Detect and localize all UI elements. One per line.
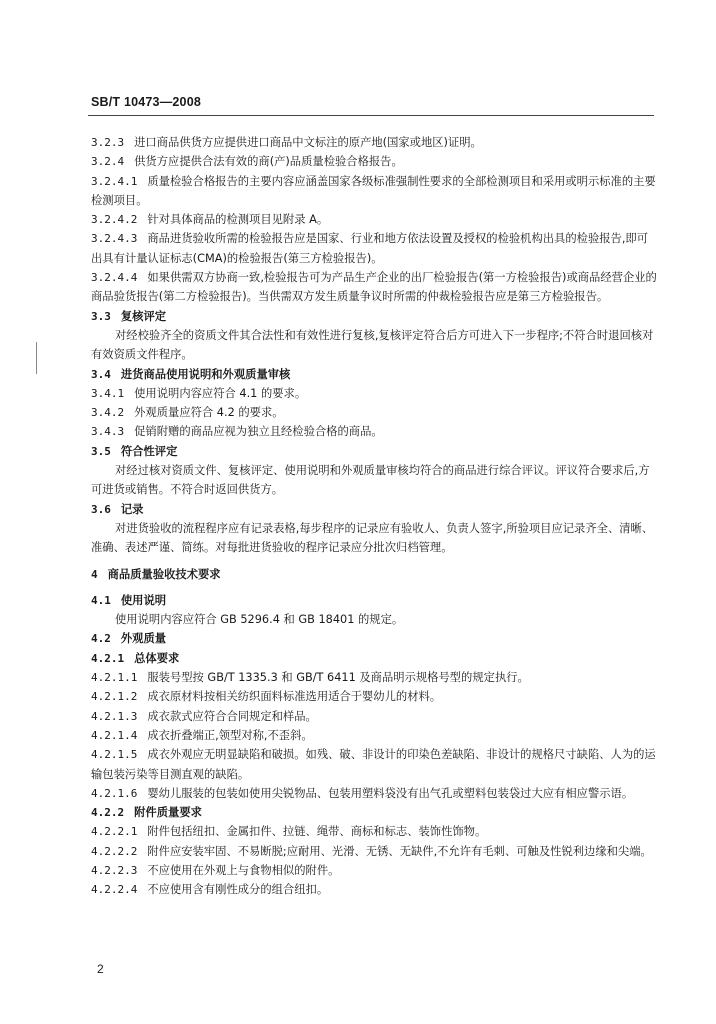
clause-number: 4.2.1.3 [91,709,138,723]
clause-text: 商品进货验收所需的检验报告应是国家、行业和地方依法设置及授权的检验机构出具的检验报告,即可出具有计量认证标志(CMA)的检验报告(第三方检验报告)。 [91,232,649,265]
clause-text: 成衣款式应符合合同规定和样品。 [147,709,317,723]
clause-number: 3.2.4.1 [91,174,138,188]
paragraph: 对经校验齐全的资质文件其合法性和有效性进行复核,复核评定符合后方可进入下一步程序;不符合时退回核对有效资质文件程序。 [91,328,654,362]
chapter-number: 4 [91,567,98,581]
section-title: 复核评定 [120,309,167,323]
clause-number: 3.2.3 [91,136,125,149]
paragraph: 使用说明内容应符合 GB 5296.4 和 GB 18401 的规定。 [115,613,404,627]
header-rule [88,115,654,116]
clause-3-2-4-1 [91,172,657,211]
section-heading-3-3 [91,307,657,326]
section-heading-4-2-1 [91,649,657,668]
clause-number: 4.2.2.4 [91,883,138,897]
clause-text: 不应使用在外观上与食物相似的附件。 [147,863,340,877]
section-number: 3.6 [91,502,111,516]
section-number: 3.4 [91,367,111,381]
clause-text: 婴幼儿服装的包装如使用尖锐物品、包装用塑料袋没有出气孔或塑料包装袋过大应有相应警示语。 [147,786,634,800]
clause-4-2-1-4 [91,726,657,745]
page-number: 2 [97,962,104,976]
clause-number: 4.2.2.2 [91,844,138,858]
clause-number: 3.2.4.3 [91,232,138,246]
clause-3-4-1 [91,384,657,403]
clause-text: 供货方应提供合法有效的商(产)品质量检验合格报告。 [134,155,403,169]
clause-text: 成衣外观应无明显缺陷和破损。如残、破、非设计的印染色差缺陷、非设计的规格尺寸缺陷、人为的运输包装污染等目测直观的缺陷。 [91,748,656,781]
section-number: 4.1 [91,593,111,607]
clause-4-2-2-2 [91,842,657,861]
clause-number: 4.2.1.1 [91,671,138,685]
clause-3-2-4 [91,152,657,171]
clause-text: 不应使用含有刚性成分的组合纽扣。 [147,883,329,897]
clause-4-2-2-3 [91,861,657,880]
clause-number: 4.2.1.6 [91,786,138,800]
clause-text: 附件包括纽扣、金属扣件、拉链、绳带、商标和标志、装饰性饰物。 [147,825,487,839]
clause-number: 4.2.2.1 [91,825,138,839]
clause-number: 3.4.2 [91,406,125,420]
section-title: 符合性评定 [120,444,178,458]
clause-number: 3.2.4 [91,155,125,169]
section-title: 记录 [120,502,144,516]
clause-3-4-2 [91,403,657,422]
section-title: 外观质量 [120,632,167,646]
clause-text: 使用说明内容应符合 4.1 的要求。 [134,386,307,400]
section-heading-4-1 [91,591,657,610]
section-title: 附件质量要求 [134,806,202,820]
clause-4-2-1-6 [91,784,657,803]
clause-3-4-3 [91,422,657,441]
section-heading-4-2-2 [91,803,657,822]
clause-4-2-1-2 [91,687,657,706]
section-number: 4.2 [91,632,111,646]
chapter-heading-4 [91,565,657,584]
clause-number: 3.4.3 [91,425,125,439]
clause-text: 成衣原材料按相关纺织面料标准选用适合于婴幼儿的材料。 [147,690,442,704]
clause-3-2-4-3 [91,229,657,268]
clause-3-2-4-2 [91,210,657,229]
clause-number: 4.2.1.5 [91,748,138,762]
section-title: 进货商品使用说明和外观质量审核 [120,367,291,381]
clause-3-2-4-4 [91,268,657,307]
section-heading-3-6 [91,500,657,519]
section-number: 4.2.2 [91,806,125,820]
clause-number: 3.4.1 [91,386,125,400]
clause-text: 进口商品供货方应提供进口商品中文标注的原产地(国家或地区)证明。 [134,136,482,149]
chapter-title: 商品质量验收技术要求 [107,567,221,581]
clause-number: 4.2.1.2 [91,690,138,704]
clause-text: 质量检验合格报告的主要内容应涵盖国家各级标准强制性要求的全部检测项目和采用或明示标准的主要检测项目。 [91,174,656,207]
clause-number: 4.2.1.4 [91,728,138,742]
clause-number: 4.2.2.3 [91,863,138,877]
clause-number: 3.2.4.4 [91,271,138,285]
section-heading-4-2 [91,629,657,648]
paragraph: 对经过核对资质文件、复核评定、使用说明和外观质量审核均符合的商品进行综合评议。评议符合要求后,方可进货或销售。不符合时返回供货方。 [91,464,650,497]
clause-3-2-3 [91,133,657,152]
section-number: 3.5 [91,444,111,458]
clause-text: 服装号型按 GB/T 1335.3 和 GB/T 6411 及商品明示规格号型的规定执行。 [147,671,529,685]
margin-mark [36,342,37,374]
clause-number: 3.2.4.2 [91,213,138,227]
standard-code-header: SB/T 10473—2008 [91,95,202,109]
clause-text: 成衣折叠端正,领型对称,不歪斜。 [147,728,313,742]
clause-4-2-1-3 [91,707,657,726]
section-number: 4.2.1 [91,651,125,665]
document-body [91,133,657,900]
clause-4-2-2-1 [91,822,657,841]
clause-text: 外观质量应符合 4.2 的要求。 [134,406,284,420]
section-heading-3-4 [91,365,657,384]
clause-text: 针对具体商品的检测项目见附录 A。 [147,213,329,227]
clause-4-2-1-1 [91,668,657,687]
clause-text: 促销附赠的商品应视为独立且经检验合格的商品。 [134,425,383,439]
clause-4-2-1-5 [91,745,657,784]
paragraph: 对进货验收的流程程序应有记录表格,每步程序的记录应有验收人、负责人签字,所验项目应记录齐全、清晰、准确、表述严谨、简练。对每批进货验收的程序记录应分批次归档管理。 [91,521,654,555]
section-number: 3.3 [91,309,111,323]
section-title: 使用说明 [120,593,167,607]
section-title: 总体要求 [134,651,180,665]
clause-4-2-2-4 [91,880,657,899]
clause-text: 附件应安装牢固、不易断脱;应耐用、光滑、无锈、无缺件,不允许有毛刺、可触及性锐利边缘和尖端。 [147,844,652,858]
section-heading-3-5 [91,442,657,461]
clause-text: 如果供需双方协商一致,检验报告可为产品生产企业的出厂检验报告(第一方检验报告)或商品经营企业的商品验货报告(第二方检验报告)。当供需双方发生质量争议时所需的仲裁检验报告应是第三方检验报告。 [91,271,657,304]
